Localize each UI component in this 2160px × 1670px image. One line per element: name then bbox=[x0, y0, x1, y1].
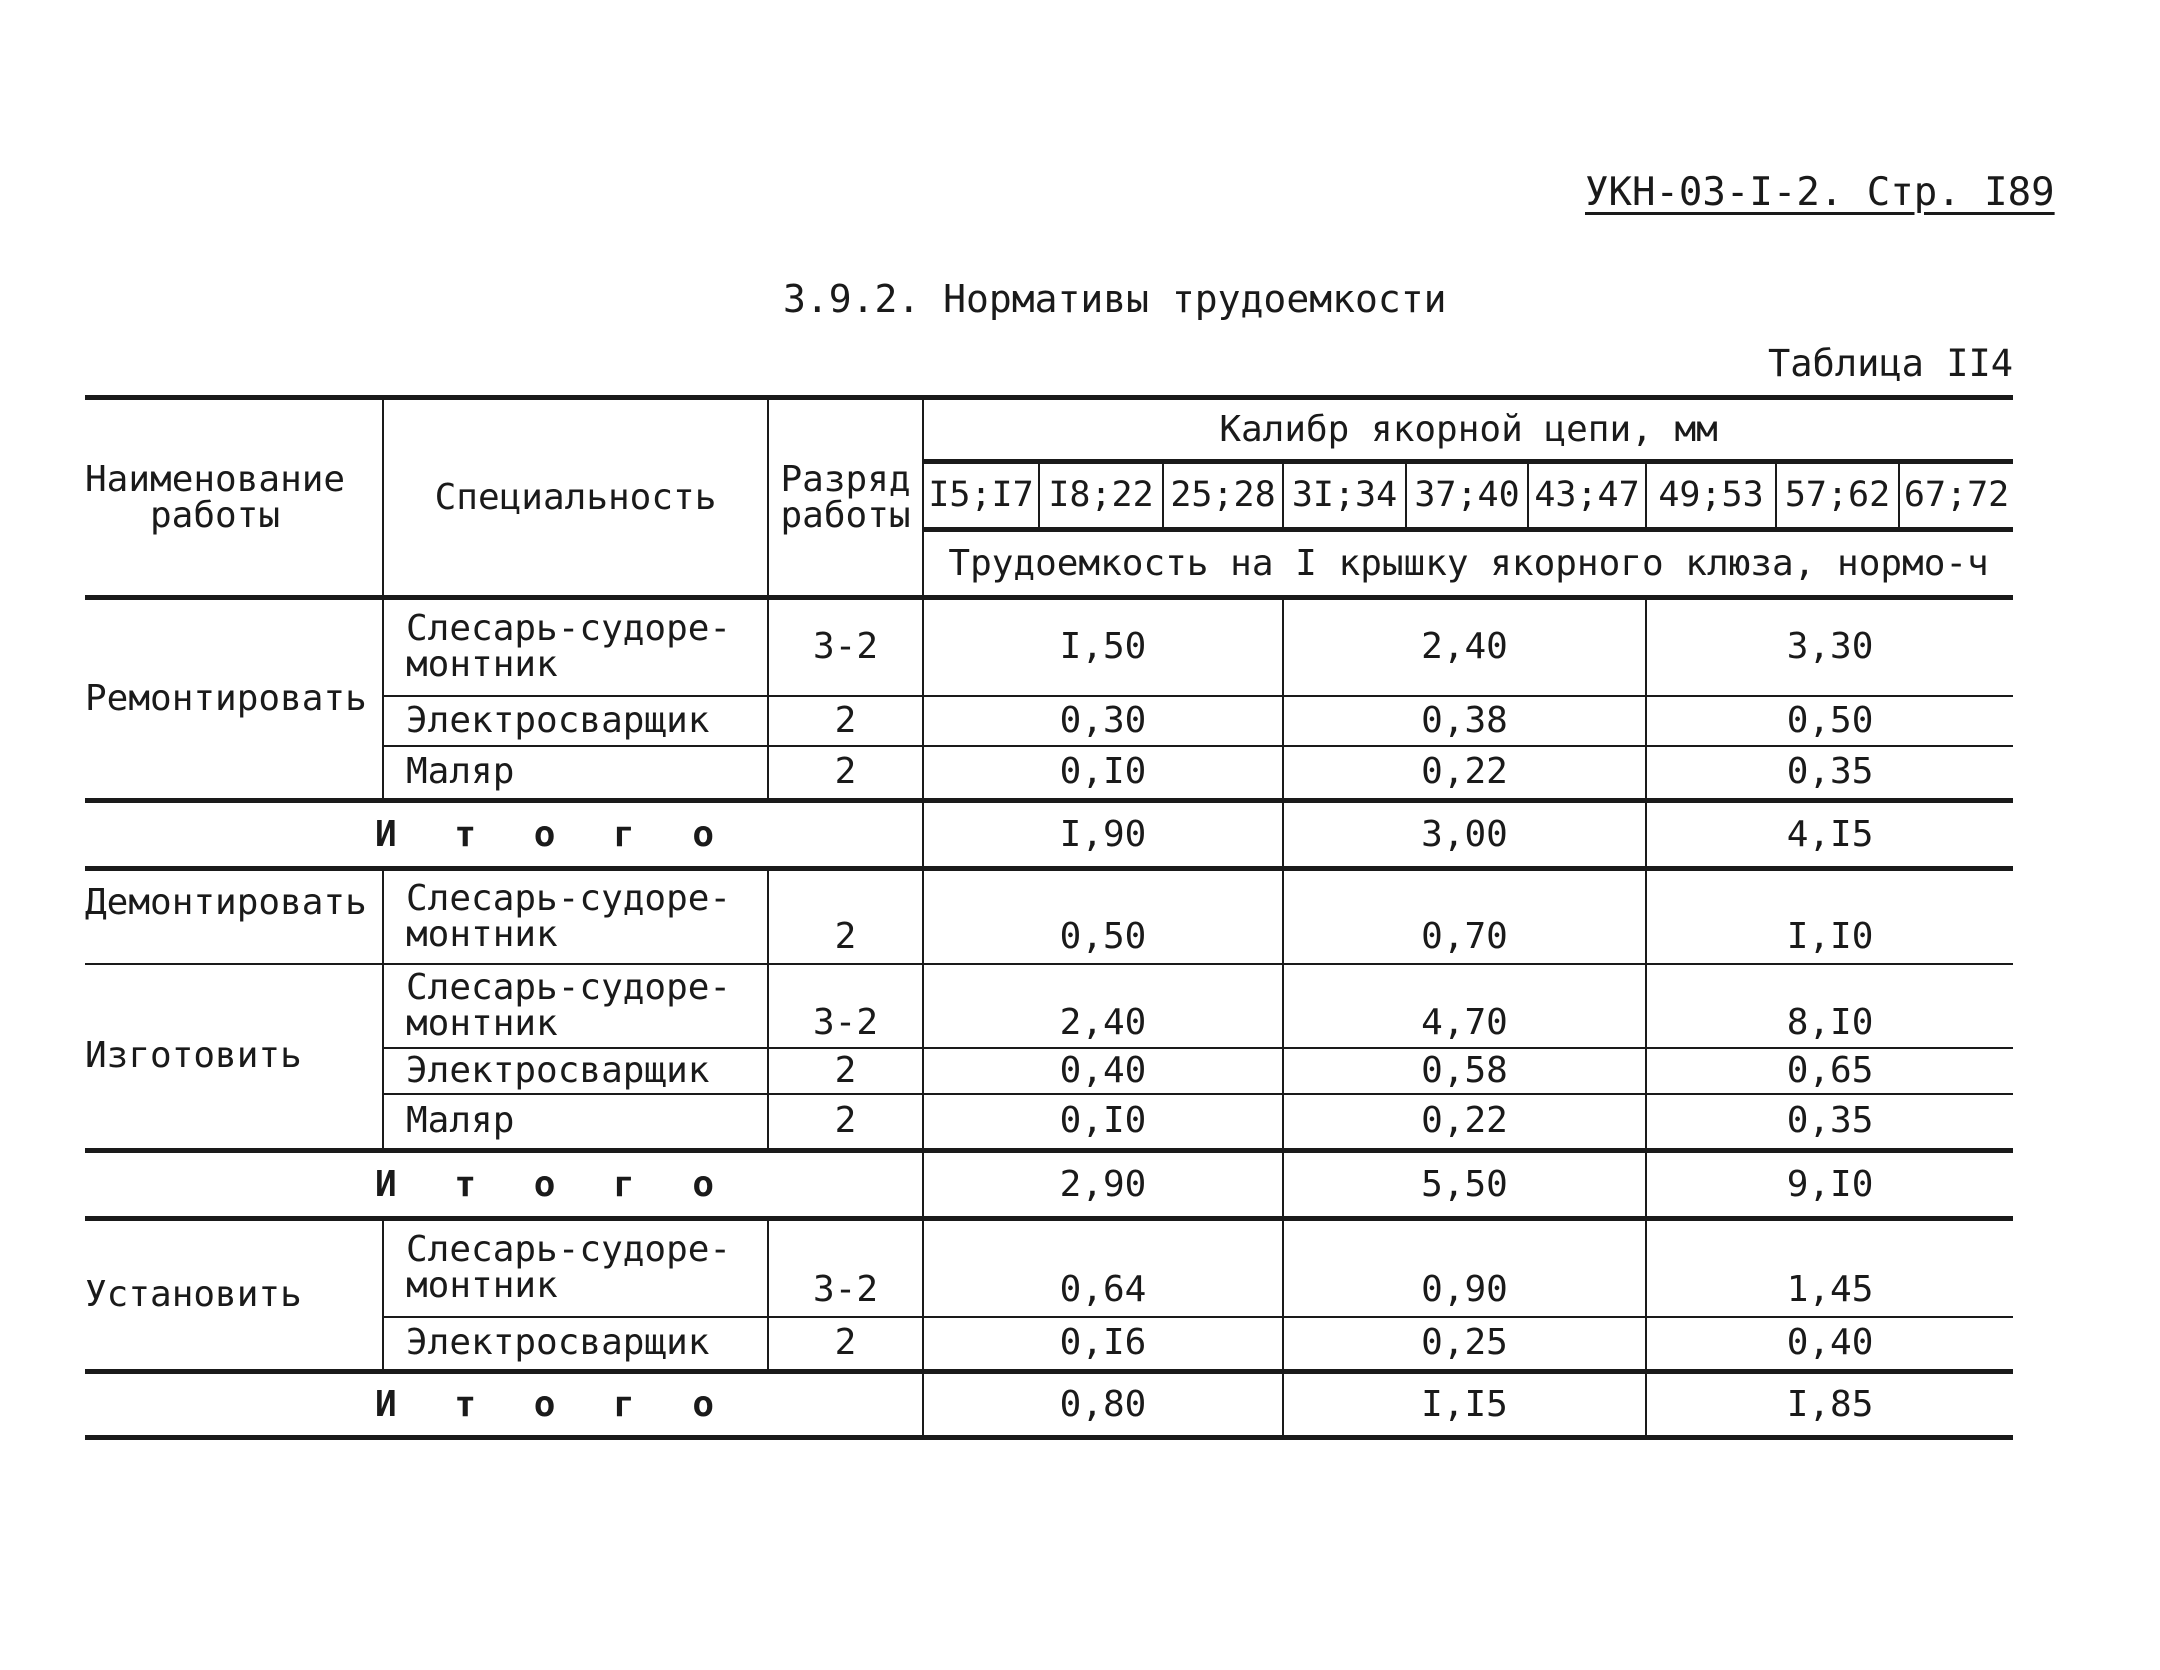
value-cell: 0,35 bbox=[1646, 1094, 2013, 1151]
value-cell: 2,40 bbox=[923, 964, 1283, 1048]
grade-cell: 3-2 bbox=[768, 1219, 923, 1317]
total-value: 3,00 bbox=[1283, 801, 1646, 869]
grade-cell: 2 bbox=[768, 1094, 923, 1151]
total-value: 0,80 bbox=[923, 1372, 1283, 1438]
specialty-cell: Слесарь-судоре- монтник bbox=[383, 869, 768, 964]
value-cell: 1,45 bbox=[1646, 1219, 2013, 1317]
value-cell: 0,70 bbox=[1283, 869, 1646, 964]
value-cell: I,I0 bbox=[1646, 869, 2013, 964]
page-code: УКН-03-I-2. Стр. I89 bbox=[1585, 170, 2055, 215]
caliber-cell: 49;53 bbox=[1646, 462, 1776, 530]
grade-cell: 3-2 bbox=[768, 598, 923, 696]
value-cell: 0,64 bbox=[923, 1219, 1283, 1317]
header-caliber: Калибр якорной цепи, мм bbox=[923, 398, 2013, 462]
total-value: 5,50 bbox=[1283, 1151, 1646, 1219]
total-row bbox=[85, 801, 2013, 869]
total-value: 2,90 bbox=[923, 1151, 1283, 1219]
specialty-cell: Электросварщик bbox=[383, 1317, 768, 1372]
total-value: 4,I5 bbox=[1646, 801, 2013, 869]
specialty-cell: Электросварщик bbox=[383, 1048, 768, 1094]
specialty-cell: Маляр bbox=[383, 746, 768, 801]
value-cell: 3,30 bbox=[1646, 598, 2013, 696]
caliber-cell: 25;28 bbox=[1163, 462, 1283, 530]
work-name: Изготовить bbox=[85, 964, 383, 1151]
grade-cell: 2 bbox=[768, 869, 923, 964]
value-cell: 0,I0 bbox=[923, 746, 1283, 801]
value-cell: 0,25 bbox=[1283, 1317, 1646, 1372]
value-cell: 0,40 bbox=[923, 1048, 1283, 1094]
value-cell: 0,35 bbox=[1646, 746, 2013, 801]
caliber-cell: 37;40 bbox=[1406, 462, 1528, 530]
header-specialty: Специальность bbox=[383, 398, 768, 598]
value-cell: I,50 bbox=[923, 598, 1283, 696]
table-label: Таблица II4 bbox=[1768, 342, 2014, 385]
total-value: 9,I0 bbox=[1646, 1151, 2013, 1219]
section-title: 3.9.2. Нормативы трудоемкости bbox=[783, 277, 1447, 321]
value-cell: 0,I6 bbox=[923, 1317, 1283, 1372]
grade-cell: 3-2 bbox=[768, 964, 923, 1048]
total-value: I,90 bbox=[923, 801, 1283, 869]
specialty-cell: Маляр bbox=[383, 1094, 768, 1151]
work-name: Ремонтировать bbox=[85, 598, 383, 801]
value-cell: 2,40 bbox=[1283, 598, 1646, 696]
grade-cell: 2 bbox=[768, 696, 923, 746]
specialty-cell: Слесарь-судоре- монтник bbox=[383, 1219, 768, 1317]
total-label: И т о г о bbox=[85, 1372, 923, 1438]
caliber-cell: I8;22 bbox=[1039, 462, 1163, 530]
table-row bbox=[85, 598, 2013, 696]
total-value: I,85 bbox=[1646, 1372, 2013, 1438]
header-work-name bbox=[85, 398, 383, 598]
unit-header: Трудоемкость на I крышку якорного клюза, нормо-ч bbox=[923, 530, 2013, 598]
value-cell: 0,90 bbox=[1283, 1219, 1646, 1317]
caliber-cell: 43;47 bbox=[1528, 462, 1646, 530]
value-cell: 0,22 bbox=[1283, 1094, 1646, 1151]
total-label: И т о г о bbox=[85, 1151, 923, 1219]
total-row bbox=[85, 1372, 2013, 1438]
value-cell: 4,70 bbox=[1283, 964, 1646, 1048]
value-cell: 0,50 bbox=[923, 869, 1283, 964]
value-cell: 0,40 bbox=[1646, 1317, 2013, 1372]
table-row bbox=[85, 964, 2013, 1048]
total-label: И т о г о bbox=[85, 801, 923, 869]
caliber-cell: 67;72 bbox=[1899, 462, 2013, 530]
table-row bbox=[85, 1219, 2013, 1317]
specialty-cell: Слесарь-судоре- монтник bbox=[383, 964, 768, 1048]
total-value: I,I5 bbox=[1283, 1372, 1646, 1438]
value-cell: 0,I0 bbox=[923, 1094, 1283, 1151]
header-work-name-label: Наименование работы bbox=[85, 458, 346, 536]
labor-norms-table bbox=[85, 395, 2013, 1440]
header-row bbox=[85, 398, 2013, 462]
value-cell: 0,30 bbox=[923, 696, 1283, 746]
value-cell: 0,38 bbox=[1283, 696, 1646, 746]
table-row bbox=[85, 869, 2013, 964]
value-cell: 0,65 bbox=[1646, 1048, 2013, 1094]
caliber-cell: I5;I7 bbox=[923, 462, 1039, 530]
grade-cell: 2 bbox=[768, 1048, 923, 1094]
grade-cell: 2 bbox=[768, 746, 923, 801]
work-name: Демонтировать bbox=[85, 869, 383, 964]
value-cell: 8,I0 bbox=[1646, 964, 2013, 1048]
header-grade bbox=[768, 398, 923, 598]
total-row bbox=[85, 1151, 2013, 1219]
grade-cell: 2 bbox=[768, 1317, 923, 1372]
work-name: Установить bbox=[85, 1219, 383, 1372]
caliber-cell: 3I;34 bbox=[1283, 462, 1406, 530]
specialty-cell: Электросварщик bbox=[383, 696, 768, 746]
specialty-cell: Слесарь-судоре- монтник bbox=[383, 598, 768, 696]
value-cell: 0,22 bbox=[1283, 746, 1646, 801]
value-cell: 0,58 bbox=[1283, 1048, 1646, 1094]
value-cell: 0,50 bbox=[1646, 696, 2013, 746]
caliber-cell: 57;62 bbox=[1776, 462, 1899, 530]
header-grade-label: Разряд работы bbox=[780, 458, 911, 536]
